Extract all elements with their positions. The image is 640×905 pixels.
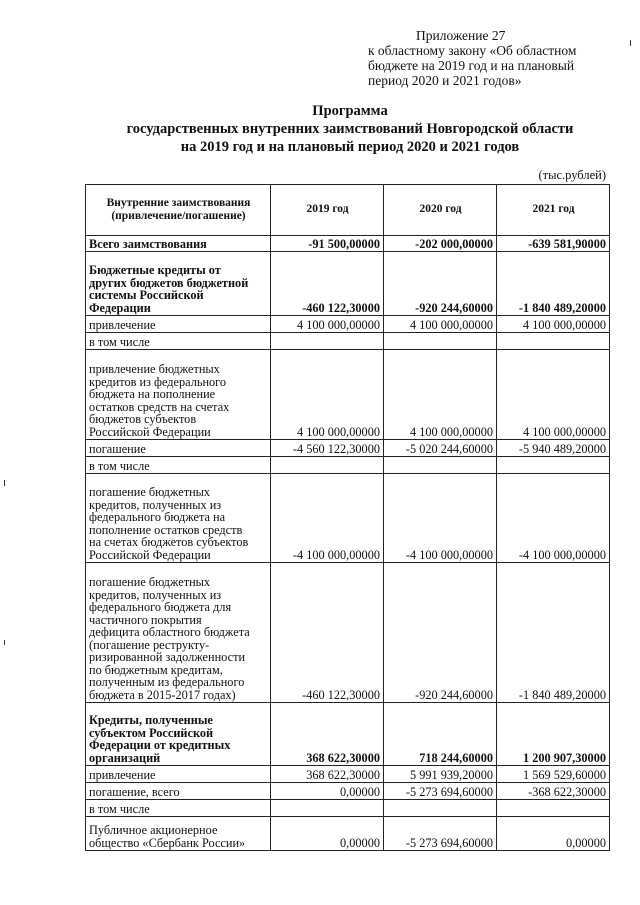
row-label-line: Российской Федерации (89, 547, 211, 562)
row-label-line: бюджетов субъектов (89, 412, 197, 426)
value-2020: 4 100 000,00000 (384, 350, 497, 440)
value-2020: -920 244,60000 (384, 252, 497, 316)
value-2020 (384, 333, 497, 350)
row-label-line: погашение (89, 441, 146, 456)
row-label-line: Кредиты, полученные (89, 713, 213, 727)
header-line: Внутренние заимствования (106, 197, 251, 209)
value-2020: -5 020 244,60000 (384, 440, 497, 457)
appendix-number: Приложение 27 (416, 28, 506, 43)
value-2021: -4 100 000,00000 (497, 474, 610, 563)
row-label-line: в том числе (89, 334, 150, 349)
header-2021: 2021 год (497, 185, 610, 236)
value-2021: -368 622,30000 (497, 783, 610, 800)
value-2019: 368 622,30000 (271, 766, 384, 783)
title-line: Программа (312, 103, 388, 119)
row-label (86, 817, 271, 851)
header-borrowings (86, 185, 271, 236)
value-2019: 4 100 000,00000 (271, 350, 384, 440)
scan-edge-mark (630, 40, 631, 46)
table-row (86, 236, 610, 252)
row-label-line: Российской Федерации (89, 424, 211, 439)
row-label-line: Всего заимствования (89, 236, 207, 251)
value-2019 (271, 457, 384, 474)
value-2019: 368 622,30000 (271, 703, 384, 766)
row-label-line: Федерации от кредитных (89, 738, 231, 752)
value-2021: -1 840 489,20000 (497, 563, 610, 703)
scan-edge-mark (4, 480, 5, 486)
value-2019: -4 560 122,30000 (271, 440, 384, 457)
row-label-line: Публичное акционерное (89, 823, 218, 837)
value-2020: -920 244,60000 (384, 563, 497, 703)
value-2021 (497, 333, 610, 350)
value-2019 (271, 800, 384, 817)
appendix-line: период 2020 и 2021 годов» (368, 73, 522, 88)
value-2021: 1 200 907,30000 (497, 703, 610, 766)
value-2021 (497, 457, 610, 474)
scan-edge-mark (4, 640, 5, 645)
value-2019: 0,00000 (271, 783, 384, 800)
value-2021: 4 100 000,00000 (497, 316, 610, 333)
row-label-line: пополнение остатков средств (89, 522, 243, 537)
appendix-line: к областному закону «Об областном (368, 43, 577, 58)
row-label (86, 474, 271, 563)
value-2020 (384, 800, 497, 817)
row-label (86, 252, 271, 316)
value-2019: 0,00000 (271, 817, 384, 851)
row-label-line: общество «Сбербанк России» (89, 835, 246, 850)
value-2021: 1 569 529,60000 (497, 766, 610, 783)
appendix-note (368, 28, 636, 88)
value-2021: 4 100 000,00000 (497, 350, 610, 440)
value-2019: -91 500,00000 (271, 236, 384, 252)
row-label (86, 350, 271, 440)
value-2019: -4 100 000,00000 (271, 474, 384, 563)
row-label (86, 457, 271, 474)
value-2021: -639 581,90000 (497, 236, 610, 252)
row-label-line: по бюджетным кредитам, (89, 662, 223, 677)
row-label-line: в том числе (89, 458, 150, 473)
row-label-line: погашение, всего (89, 784, 180, 799)
value-2020: 718 244,60000 (384, 703, 497, 766)
header-line: (привлечение/погашение) (111, 209, 246, 222)
row-label-line: кредитов, полученных из (89, 587, 222, 602)
row-label-line: организаций (89, 750, 161, 765)
table-row (86, 457, 610, 474)
row-label-line: кредитов из федерального (89, 374, 227, 389)
value-2020: 4 100 000,00000 (384, 316, 497, 333)
value-2020: -202 000,00000 (384, 236, 497, 252)
row-label-line: погашение бюджетных (89, 575, 211, 589)
table-row (86, 800, 610, 817)
value-2019 (271, 333, 384, 350)
value-2020: 5 991 939,20000 (384, 766, 497, 783)
row-label-line: субъектом Российской (89, 725, 214, 740)
value-2020: -4 100 000,00000 (384, 474, 497, 563)
table-row (86, 563, 610, 703)
row-label-line: федерального бюджета на (89, 510, 226, 524)
row-label (86, 800, 271, 817)
row-label-line: кредитов, полученных из (89, 497, 222, 512)
row-label-line: частичного покрытия (89, 612, 202, 627)
document-title (60, 102, 640, 156)
value-2021 (497, 800, 610, 817)
row-label-line: в том числе (89, 801, 150, 816)
row-label-line: (погашение реструкту- (89, 637, 210, 652)
row-label-line: привлечение (89, 317, 156, 332)
row-label (86, 316, 271, 333)
row-label (86, 783, 271, 800)
table-row (86, 474, 610, 563)
row-label (86, 440, 271, 457)
appendix-line: бюджете на 2019 год и на плановый (368, 58, 575, 73)
table-row (86, 703, 610, 766)
table-row (86, 333, 610, 350)
row-label-line: ризированной задолженности (89, 650, 246, 664)
table-row (86, 783, 610, 800)
row-label (86, 333, 271, 350)
row-label-line: привлечение (89, 767, 156, 782)
row-label-line: бюджета в 2015-2017 годах) (89, 687, 236, 702)
table-row (86, 350, 610, 440)
table-row (86, 252, 610, 316)
row-label (86, 563, 271, 703)
value-2019: -460 122,30000 (271, 563, 384, 703)
row-label (86, 703, 271, 766)
row-label-line: остатков средств на счетах (89, 399, 230, 414)
title-line: государственных внутренних заимствований Новгородской области (126, 121, 574, 137)
table-row (86, 316, 610, 333)
table-row (86, 817, 610, 851)
value-2020: -5 273 694,60000 (384, 783, 497, 800)
value-2020 (384, 457, 497, 474)
row-label-line: дефицита областного бюджета (89, 625, 250, 639)
row-label (86, 766, 271, 783)
value-2019: -460 122,30000 (271, 252, 384, 316)
row-label-line: бюджета на пополнение (89, 387, 216, 401)
row-label-line: других бюджетов бюджетной (89, 275, 249, 290)
row-label (86, 236, 271, 252)
value-2020: -5 273 694,60000 (384, 817, 497, 851)
table-row (86, 766, 610, 783)
row-label-line: федерального бюджета для (89, 600, 232, 614)
borrowings-table (85, 184, 610, 851)
row-label-line: привлечение бюджетных (89, 362, 220, 376)
value-2021: -1 840 489,20000 (497, 252, 610, 316)
value-2019: 4 100 000,00000 (271, 316, 384, 333)
row-label-line: Федерации (89, 300, 151, 315)
row-label-line: Бюджетные кредиты от (89, 263, 221, 277)
table-header-row (86, 185, 610, 236)
header-2020: 2020 год (384, 185, 497, 236)
row-label-line: системы Российской (89, 288, 204, 302)
row-label-line: погашение бюджетных (89, 485, 211, 499)
row-label-line: полученным из федерального (89, 675, 245, 689)
table-row (86, 440, 610, 457)
header-2019: 2019 год (271, 185, 384, 236)
value-2021: 0,00000 (497, 817, 610, 851)
units-label: (тыс.рублей) (538, 168, 606, 182)
value-2021: -5 940 489,20000 (497, 440, 610, 457)
row-label-line: на счетах бюджетов субъектов (89, 535, 249, 549)
title-line: на 2019 год и на плановый период 2020 и 2021 годов (180, 139, 520, 155)
